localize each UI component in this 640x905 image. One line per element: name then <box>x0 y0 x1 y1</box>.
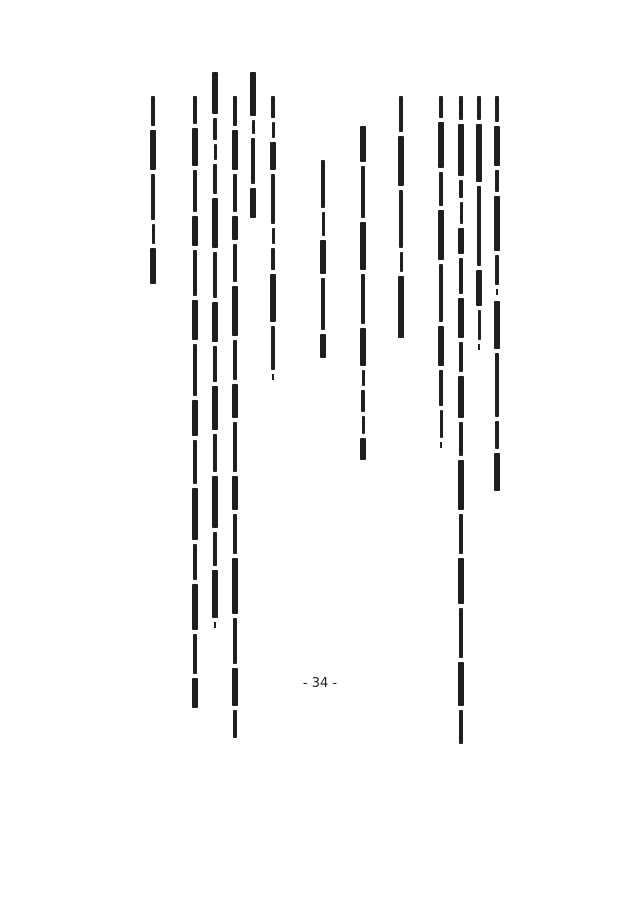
text-column-8 <box>268 96 278 386</box>
text-column-11 <box>210 72 220 634</box>
text-column-10 <box>230 96 240 742</box>
text-column-3 <box>456 96 466 748</box>
text-column-13 <box>148 96 158 288</box>
text-column-4 <box>436 96 446 454</box>
page-number: - 34 - <box>302 676 338 691</box>
text-column-2 <box>474 96 484 356</box>
text-column-1 <box>492 96 502 495</box>
text-column-7 <box>318 160 328 362</box>
text-column-5 <box>396 96 406 342</box>
text-column-12 <box>190 96 200 712</box>
text-column-9 <box>248 72 258 222</box>
text-column-6 <box>358 126 368 464</box>
